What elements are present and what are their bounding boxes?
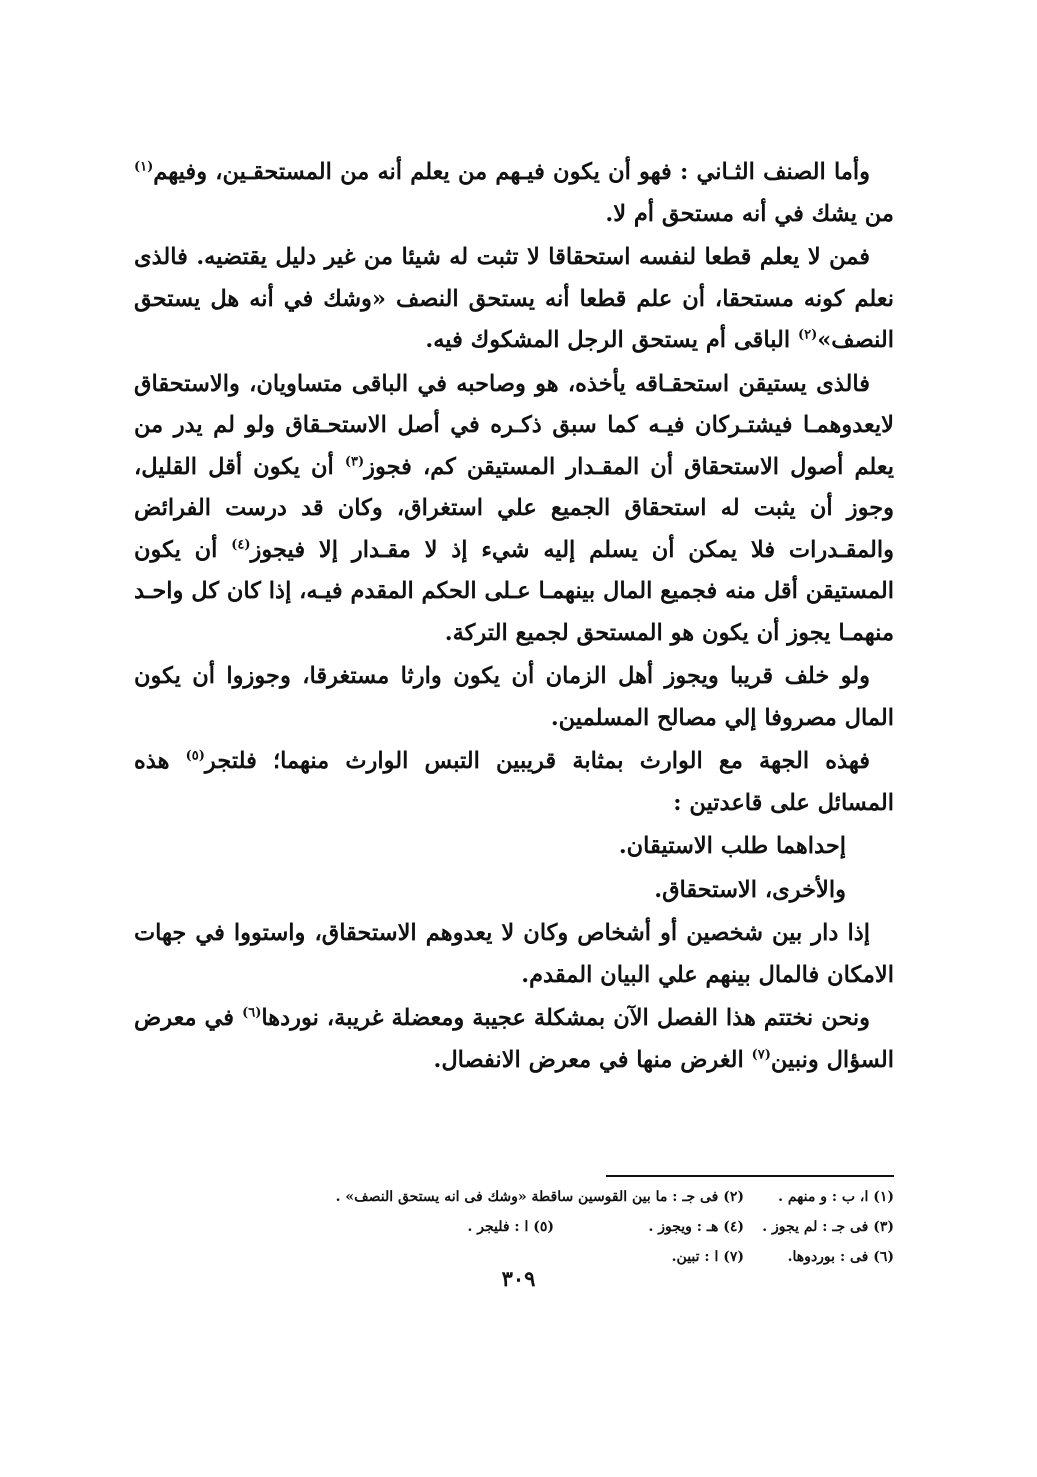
footnote-ref-5: (٥): [185, 748, 205, 764]
footnote-4: (٤) هـ : ويجوز .: [648, 1219, 744, 1235]
footnote-ref-7: (٧): [751, 1047, 771, 1062]
footnote-row: [134, 1212, 894, 1242]
footnote-ref-1: (١): [134, 159, 154, 175]
footnote-6: (٦) فى : بوردوها.: [787, 1249, 894, 1265]
footnote-row: [134, 1182, 894, 1212]
paragraph-7: والأخرى، الاستحقاق.: [654, 876, 846, 903]
footnote-5: (٥) ا : فليجر .: [467, 1219, 554, 1235]
paragraph-9: ونحن نختتم هذا الفصل الآن بمشكلة عجيبة ومعضلة غريبة، نوردها$^{(٦)}$ في معرض السؤال ونبين$^{(٧)}$ الغرض منها في معرض الانفصال.: [134, 1005, 894, 1073]
footnote-ref-4: (٤): [231, 537, 251, 552]
footnote-3: (٣) فى جـ : لم يجوز .: [762, 1219, 894, 1235]
paragraph-6: إحداهما طلب الاستيقان.: [618, 833, 846, 859]
paragraph-5: فهذه الجهة مع الوارث بمثابة قريبين التبس الوارث منهما؛ فلتجر$^{(٥)}$ هذه المسائل على قاعدتين :: [134, 748, 894, 816]
page-number: ٣٠٩: [501, 1266, 536, 1291]
footnote-2: (٢) فى جـ : ما بين القوسين ساقطة «وشك فى انه يستحق النصف» .: [335, 1189, 744, 1205]
footnote-ref-2: (٢): [797, 327, 818, 343]
footnotes: [134, 1182, 894, 1272]
paragraph-1: وأما الصنف الثـاني : فهو أن يكون فيـهم من يعلم أنه من المستحقـين، وفيهم$^{(١)}$ من يشك في أنه مستحق أم لا.: [134, 159, 894, 227]
paragraph-3: فالذى يستيقن استحقـاقه يأخذه، هو وصاحبه في الباقى متساويان، والاستحقاق لايعدوهمـا فيشتـركان فيـه كما سبق ذكـره في أصل الاستحـقاق ولو لم يدر من يعلم أصول الاستحقاق أن المقـدار المستيقن كم، فجوز$^{(٣)}$ أن يكون أقل القليل، وجوز أن يثبت له استحقاق الجميع علي استغراق، وكان قد درست الفرائض والمقـدرات فلا يمكن أن يسلم إليه شيء إذ لا مقـدار إلا فيجوز$^{(٤)}$ أن يكون المستيقن أقل منه فجميع المال بينهمـا عـلى الحكم المقدم فيـه، إذا كان كل واحـد منهمـا يجوز أن يكون هو المستحق لجميع التركة.: [134, 370, 894, 646]
main-text: [134, 152, 894, 1083]
paragraph-4: ولو خلف قريبا ويجوز أهل الزمان أن يكون وارثا مستغرقا، وجوزوا أن يكون المال مصروفا إلي مصالح المسلمين.: [134, 663, 894, 731]
footnote-7: (٧) ا : تبين.: [671, 1249, 744, 1265]
footnote-ref-6: (٦): [242, 1005, 262, 1021]
footnote-divider: [606, 1175, 894, 1177]
footnote-ref-3: (٣): [344, 454, 365, 469]
paragraph-2: فمن لا يعلم قطعا لنفسه استحقاقا لا تثبت له شيئا من غير دليل يقتضيه. فالذى نعلم كونه مستحقا، أن علم قطعا أنه يستحق النصف «وشك في أنه هل يستحق النصف»$^{(٢)}$ الباقى أم يستحق الرجل المشكوك فيه.: [134, 244, 894, 353]
footnote-1: (١) ا، ب : و منهم .: [778, 1189, 894, 1205]
paragraph-8: إذا دار بين شخصين أو أشخاص وكان لا يعدوهم الاستحقاق، واستووا في جهات الامكان فالمال بينهم علي البيان المقدم.: [134, 920, 894, 988]
